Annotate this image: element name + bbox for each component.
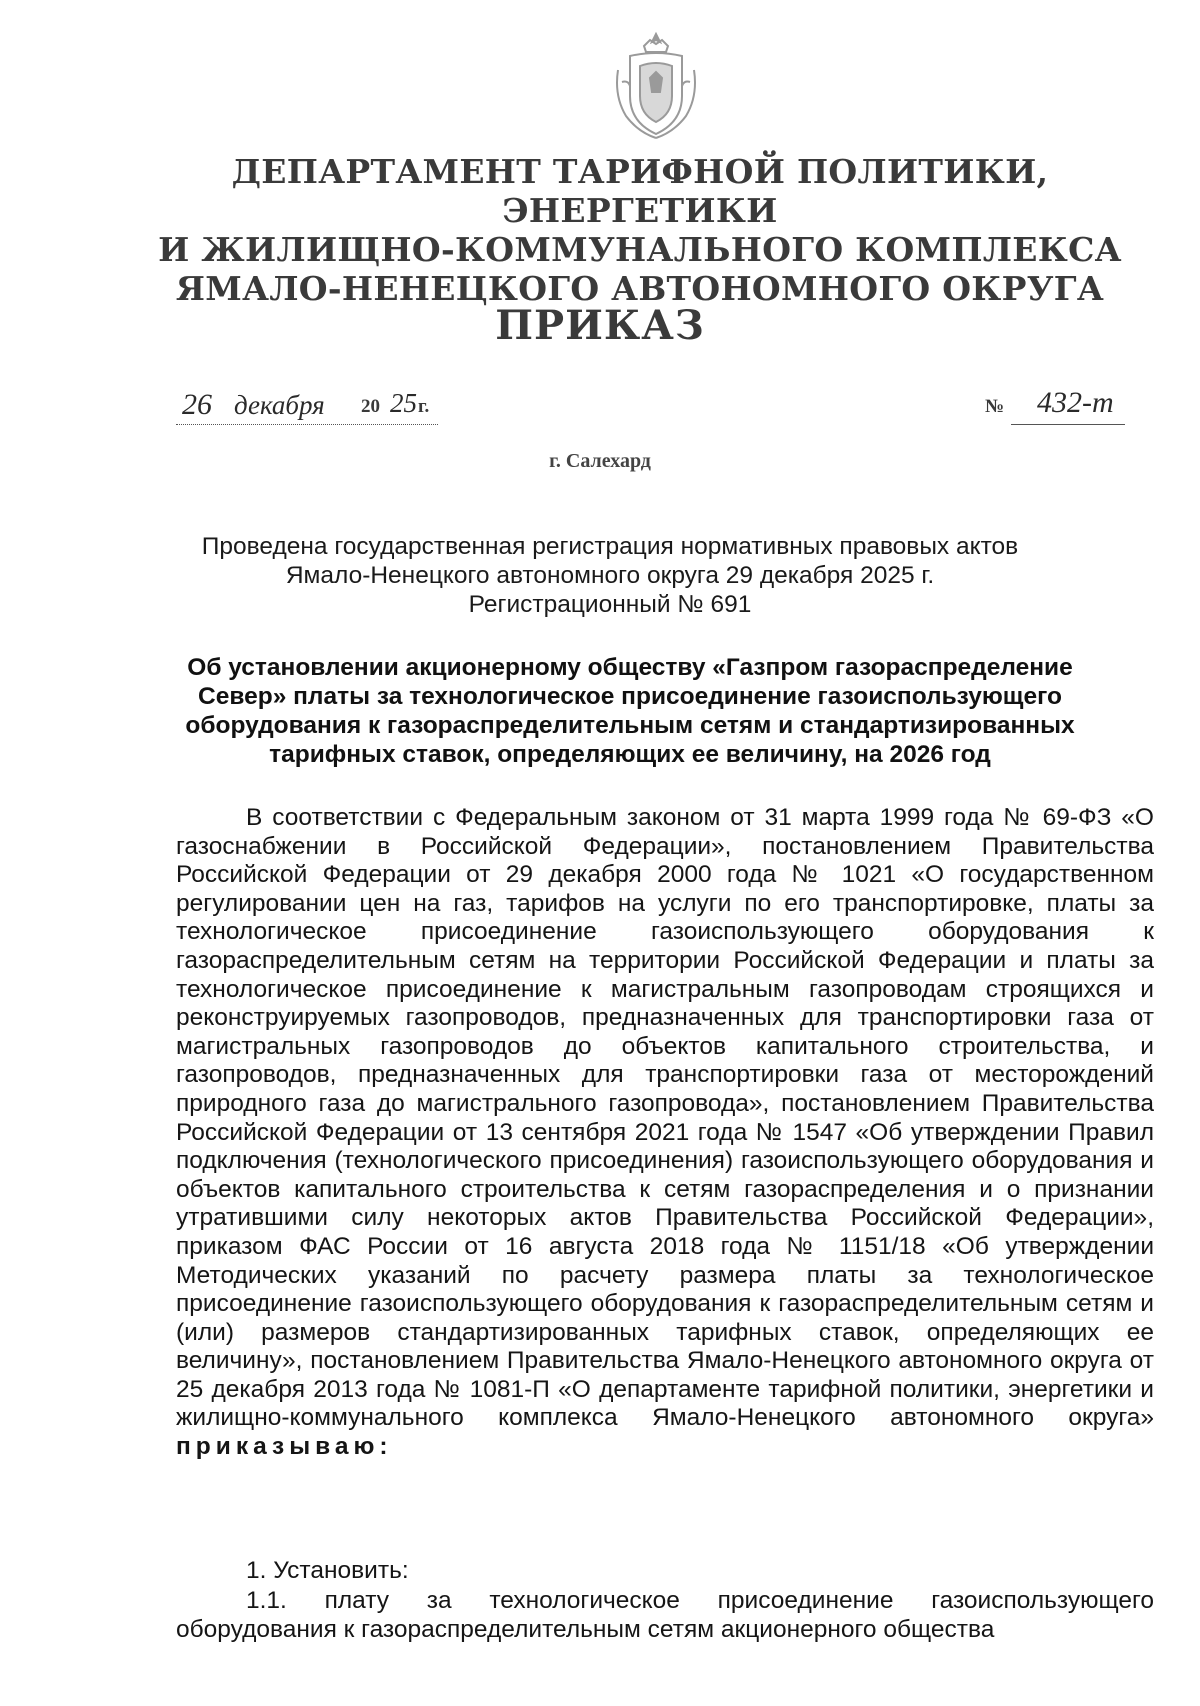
subject-line: Север» платы за технологическое присоединение газоиспользующего bbox=[198, 683, 1062, 710]
date-month: декабря bbox=[234, 390, 325, 420]
decree-word: приказываю: bbox=[176, 1433, 393, 1461]
department-line: ЯМАЛО-НЕНЕЦКОГО АВТОНОМНОГО ОКРУГА bbox=[175, 269, 1105, 308]
date-year: 25 bbox=[390, 388, 417, 418]
document-number bbox=[985, 388, 1145, 438]
date-year-suffix: г. bbox=[418, 396, 430, 417]
city-name: г. Салехард bbox=[549, 450, 651, 472]
document-type-title: ПРИКАЗ bbox=[495, 302, 705, 349]
item-1-1: 1.1. плату за технологическое присоединение газоиспользующего оборудования к газораспределительным сетям акционерного общества bbox=[176, 1587, 1154, 1643]
number-underline bbox=[1011, 424, 1125, 425]
item-1: 1. Установить: bbox=[246, 1557, 409, 1584]
subject-line: тарифных ставок, определяющих ее величину, на 2026 год bbox=[269, 741, 991, 768]
date-day: 26 bbox=[182, 388, 212, 421]
department-line: ДЕПАРТАМЕНТ ТАРИФНОЙ ПОЛИТИКИ, ЭНЕРГЕТИКИ bbox=[231, 152, 1049, 230]
date-underline bbox=[176, 424, 438, 425]
preamble-text: В соответствии с Федеральным законом от 31 марта 1999 года № 69-ФЗ «О газоснабжении в Российской Федерации», постановлением Правительства Российской Федерации от 29 декабря 2000 года № 1021 «О государственном регулировании цен на газ, тарифов на услуги по его транспортировке, платы за технологическое присоединение газоиспользующего оборудования к газораспределительным сетям на территории Российской Федерации и платы за технологическое присоединение к магистральным газопроводам строящихся и реконструируемых газопроводов, предназначенных для транспортировки газа от магистральных газопроводов до объектов капитального строительства, и газопроводов, предназначенных для транспортировки газа от месторождений природного газа до магистрального газопровода», постановлением Правительства Российской Федерации от 13 сентября 2021 года № 1547 «Об утверждении Правил подключения (технологического присоединения) газоиспользующего оборудования и объектов капитального строительства к сетям газораспределения и о признании утратившими силу некоторых актов Правительства Российской Федерации», приказом ФАС России от 16 августа 2018 года № 1151/18 «Об утверждении Методических указаний по расчету размера платы за технологическое присоединение газоиспользующего оборудования к газораспределительным сетям и (или) размеров стандартизированных тарифных ставок, определяющих ее величину», постановлением Правительства Ямало-Ненецкого автономного округа от 25 декабря 2013 года № 1081-П «О департаменте тарифной политики, энергетики и жилищно-коммунального комплекса Ямало-Ненецкого автономного округа» bbox=[176, 804, 1154, 1432]
subject-line: Об установлении акционерному обществу «Газпром газораспределение bbox=[187, 654, 1073, 681]
registration-line: Ямало-Ненецкого автономного округа 29 декабря 2025 г. bbox=[285, 562, 935, 589]
preamble-paragraph bbox=[176, 804, 1154, 1462]
department-line: И ЖИЛИЩНО-КОММУНАЛЬНОГО КОМПЛЕКСА bbox=[158, 230, 1122, 269]
date-year-prefix: 20 bbox=[361, 396, 380, 417]
coat-of-arms-icon bbox=[610, 30, 702, 142]
registration-line: Проведена государственная регистрация нормативных правовых актов bbox=[201, 533, 1019, 560]
registration-line: Регистрационный № 691 bbox=[468, 591, 752, 618]
number-sign: № bbox=[985, 396, 1005, 417]
document-date bbox=[176, 388, 476, 438]
department-name bbox=[140, 152, 1140, 308]
subject-line: оборудования к газораспределительным сетям и стандартизированных bbox=[185, 712, 1075, 739]
document-subject bbox=[150, 653, 1110, 769]
registration-note bbox=[140, 532, 1080, 619]
number-value: 432-т bbox=[1037, 386, 1114, 419]
